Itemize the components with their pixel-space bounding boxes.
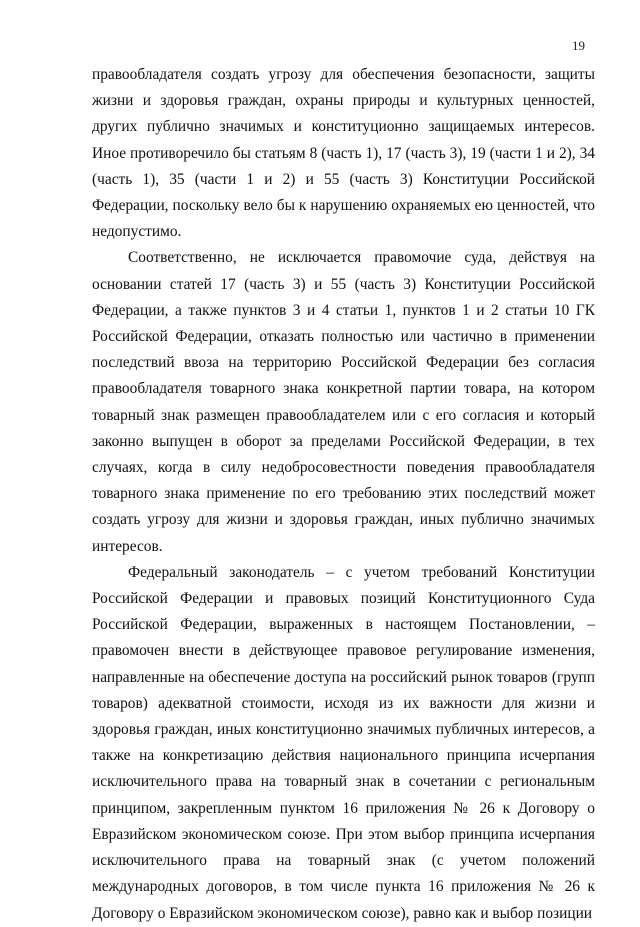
paragraph-court-authority: Соответственно, не исключается правомочие суда, действуя на основании статей 17 (часть 3) и 55 (часть 3) Конституции Российской Федерации, а также пунктов 3 и 4 статьи 1, пунктов 1 и 2 статьи 10 ГК Российской Федерации, отказать полностью или частично в применении последствий ввоза на территорию Российской Федерации без согласия правообладателя товарного знака конкретной партии товара, на котором товарный знак размещен правообладателем или с его согласия и который законно выпущен в оборот за пределами Российской Федерации, в тех случаях, когда в силу недобросовестности поведения правообладателя товарного знака применение по его требованию этих последствий может создать угрозу для жизни и здоровья граждан, иных публично значимых интересов.	[92, 249, 595, 555]
paragraph-continuation: правообладателя создать угрозу для обеспечения безопасности, защиты жизни и здоровья граждан, охраны природы и культурных ценностей, других публично значимых и конституционно защищаемых интересов. Иное противоречило бы статьям 8 (часть 1), 17 (часть 3), 19 (части 1 и 2), 34 (часть 1), 35 (части 1 и 2) и 55 (часть 3) Конституции Российской Федерации, поскольку вело бы к нарушению охраняемых ею ценностей, что недопустимо.	[92, 66, 595, 241]
page-number: 19	[572, 38, 585, 53]
paragraph-legislator-authority: Федеральный законодатель – с учетом требований Конституции Российской Федерации и правовых позиций Конституционного Суда Российской Федерации, выраженных в настоящем Постановлении, – правомочен внести в действующее правовое регулирование изменения, направленные на обеспечение доступа на российский рынок товаров (групп товаров) адекватной стоимости, исходя из их важности для жизни и здоровья граждан, иных конституционно значимых публичных интересов, а также на конкретизацию действия национального принципа исчерпания исключительного права на товарный знак в сочетании с региональным принципом, закрепленным пунктом 16 приложения № 26 к Договору о Евразийском экономическом союзе. При этом выбор принципа исчерпания исключительного права на товарный знак (с учетом положений международных договоров, в том числе пункта 16 приложения № 26 к Договору о Евразийском экономическом союзе), равно как и выбор позиции	[92, 563, 595, 922]
document-body	[92, 62, 595, 927]
